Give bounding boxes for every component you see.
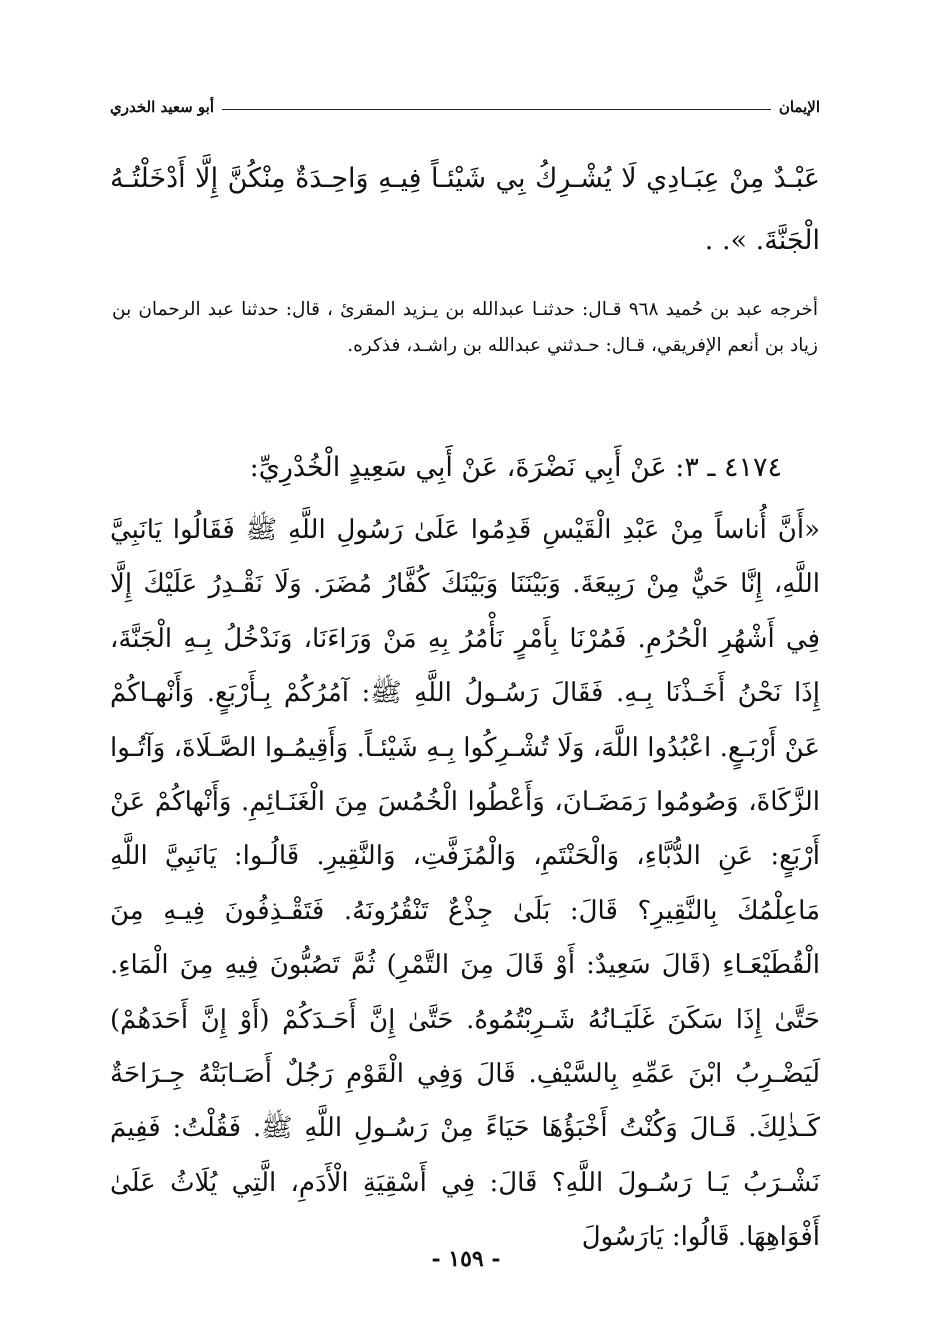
running-header: [110, 86, 820, 116]
header-narrator-name: أبو سعيد الخدري: [110, 98, 215, 116]
hadith-heading: ٤١٧٤ ـ ٣: عَنْ أَبِي نَضْرَةَ، عَنْ أَبِي سَعِيدٍ الْخُدْرِيِّ:: [249, 452, 782, 483]
hadith-text: «أَنَّ أُناساً مِنْ عَبْدِ الْقَيْسِ قَدِمُوا عَلَىٰ رَسُولِ اللَّهِ ﷺ فَقَالُوا يَانَبِيَّ اللَّهِ، إِنَّا حَيٌّ مِنْ رَبِيعَةَ. وَبَيْنَنَا وَبَيْنَكَ كُفَّارُ مُضَرَ. وَلَا نَقْـدِرُ عَلَيْكَ إِلَّا فِي أَشْهُرِ الْحُرُمِ. فَمُرْنَا بِأَمْرٍ نَأْمُرُ بِهِ مَنْ وَرَاءَنَا، وَنَدْخُلُ بِـهِ الْجَنَّةَ، إِذَا نَحْنُ أَخَـذْنَا بِـهِ. فَقَالَ رَسُـولُ اللَّهِ ﷺ: آمُرُكُمْ بِـأَرْبَعٍ. وَأَنْهـاكُمْ عَنْ أَرْبَـعٍ. اعْبُدُوا اللَّهَ، وَلَا تُشْـرِكُوا بِـهِ شَيْئـاً. وَأَقِيمُـوا الصَّـلَاةَ، وَآتُـوا الزَّكَاةَ، وَصُومُوا رَمَضَـانَ، وَأَعْطُوا الْخُمُسَ مِنَ الْغَنَـائِمِ. وَأَنْهاكُمْ عَنْ أَرْبَعٍ: عَنِ الدُّبَّاءِ، وَالْحَنْتَمِ، وَالْمُزَفَّتِ، وَالنَّقِيرِ. قَالُـوا: يَانَبِيَّ اللَّهِ مَاعِلْمُكَ بِالنَّقِيرِ؟ قَالَ: بَلَىٰ جِذْعٌ تَنْقُرُونَهُ. فَتَقْـذِفُونَ فِيـهِ مِنَ الْقُطَيْعَـاءِ (قَالَ سَعِيدٌ: أَوْ قَالَ مِنَ التَّمْرِ) ثُمَّ تَصُبُّونَ فِيهِ مِنَ الْمَاءِ. حَتَّىٰ إِذَا سَكَنَ غَلَيَـانُهُ شَـرِبْتُمُوهُ. حَتَّىٰ إِنَّ أَحَـدَكُمْ (أَوْ إِنَّ أَحَدَهُمْ) لَيَضْـرِبُ ابْنَ عَمِّهِ بِالسَّيْفِ. قَالَ وَفِي الْقَوْمِ رَجُلٌ أَصَـابَتْهُ جِـرَاحَةٌ كَـذٰلِكَ. قَـالَ وَكُنْتُ أَخْبَؤُهَا حَيَاءً مِنْ رَسُـولِ اللَّهِ ﷺ. فَقُلْتُ: فَفِيمَ نَشْـرَبُ يَـا رَسُـولَ اللَّهِ؟ قَالَ: فِي أَسْقِيَةِ الْأَدَمِ، الَّتِي يُلَاثُ عَلَىٰ أَفْوَاهِهَا. قَالُوا: يَارَسُولَ: [110, 515, 820, 1253]
header-chapter-title: الإيمان: [778, 98, 820, 116]
hadith-text-block: [110, 503, 820, 1265]
takhrij-text: أخرجه عبد بن حُميد ٩٦٨ قـال: حدثنـا عبدالله بن يـزيد المقرئ ، قال: حدثنا عبد الرحمان بن زياد بن أنعم الإفريقي، قـال: حـدثني عبدالله بن راشـد، فذكره.: [112, 299, 818, 356]
takhrij-note: [112, 292, 818, 364]
page-number: - ١٥٩ -: [431, 1246, 501, 1272]
previous-hadith-ending: [110, 148, 820, 272]
previous-hadith-text: عَبْـدٌ مِنْ عِبَـادِي لَا يُشْـرِكُ بِي شَيْئـاً فِيـهِ وَاحِـدَةٌ مِنْكُنَّ إِلَّا أَدْخَلْتُـهُ الْجَنَّةَ. ». .: [110, 163, 820, 256]
header-rule: [222, 109, 771, 110]
